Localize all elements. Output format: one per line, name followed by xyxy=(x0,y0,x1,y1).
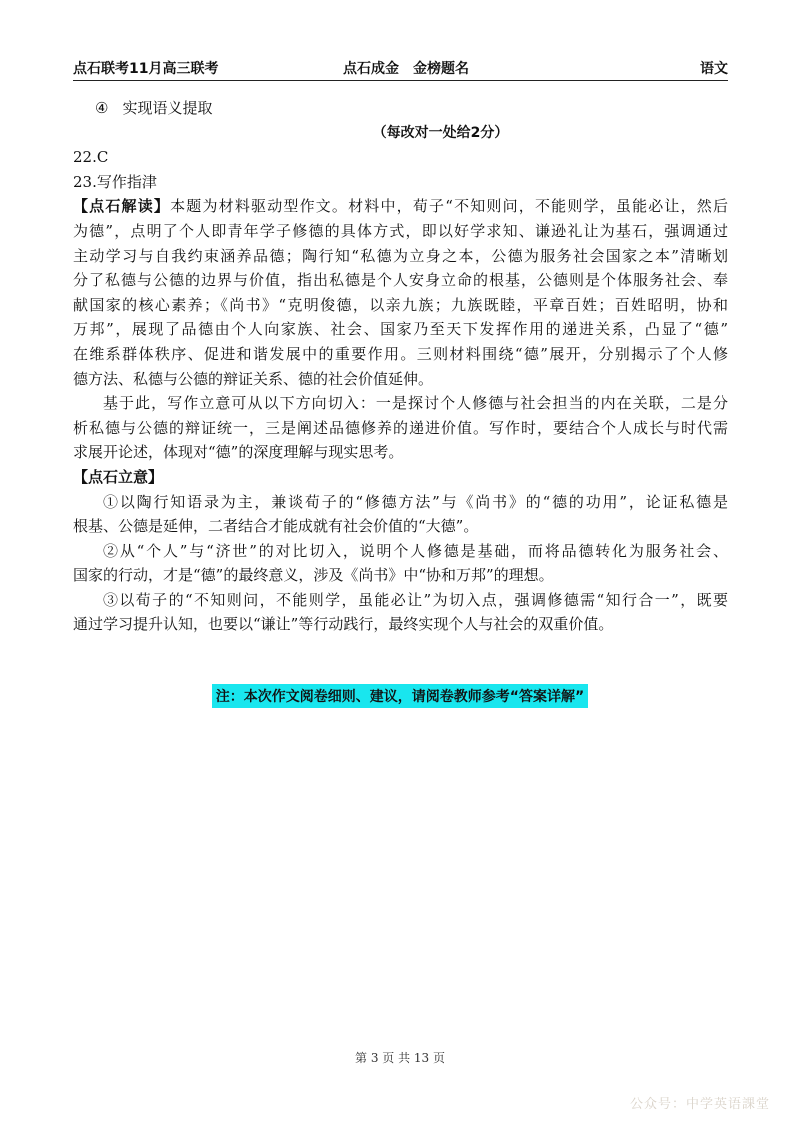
page-header xyxy=(73,54,728,81)
angle-line: 析私德与公德的辩证统一，三是阐述品德修养的递进价值。写作时，要结合个人成长与时代需 xyxy=(73,418,728,437)
interpretation-label: 【点石解读】 xyxy=(73,197,171,216)
angle-line: 基于此，写作立意可从以下方向切入：一是探讨个人修德与社会担当的内在关联，二是分 xyxy=(103,394,728,413)
header-motto: 点石成金 金榜题名 xyxy=(343,61,469,77)
grading-note: 注：本次作文阅卷细则、建议，请阅卷教师参考“答案详解” xyxy=(212,684,588,708)
page-content xyxy=(73,96,728,637)
idea-item xyxy=(73,539,728,588)
idea-line: 通过学习提升认知，也要以“谦让”等行动践行，最终实现个人与社会的双重价值。 xyxy=(73,615,614,634)
interpretation-line: 万邦”，展现了品德由个人向家族、社会、国家乃至天下发挥作用的递进关系，凸显了“德” xyxy=(73,320,728,339)
idea-line: ③以荀子的“不知则问，不能则学，虽能必让”为切入点，强调修德需“知行合一”，既要 xyxy=(103,590,728,609)
interpretation-section xyxy=(73,194,728,391)
item-text: 实现语义提取 xyxy=(122,99,213,117)
idea-line: ②从“个人”与“济世”的对比切入，说明个人修德是基础，而将品德转化为服务社会、 xyxy=(103,541,728,560)
answer-22: 22.C xyxy=(73,148,109,167)
page-number: 第 3 页 共 13 页 xyxy=(355,1051,445,1065)
interpretation-line: 献国家的核心素养；《尚书》“克明俊德，以亲九族；九族既睦，平章百姓；百姓昭明，协和 xyxy=(73,295,728,314)
subject-name: 语文 xyxy=(700,61,728,77)
angle-line: 求展开论述，体现对“德”的深度理解与现实思考。 xyxy=(73,443,404,462)
ideas-label: 【点石立意】 xyxy=(73,467,164,486)
interpretation-line: 在维系群体秩序、促进和谐发展中的重要作用。三则材料围绕“德”展开，分别揭示了个人修 xyxy=(73,344,728,363)
idea-line: ①以陶行知语录为主，兼谈荀子的“修德方法”与《尚书》的“德的功用”，论证私德是 xyxy=(103,492,728,511)
idea-line: 国家的行动，才是“德”的最终意义，涉及《尚书》中“协和万邦”的理想。 xyxy=(73,566,554,585)
idea-item xyxy=(73,588,728,637)
exam-name: 点石联考11月高三联考 xyxy=(73,61,219,77)
answer-23-title: 23.写作指津 xyxy=(73,172,157,191)
idea-line: 根基、公德是延伸，二者结合才能成就有社会价值的“大德”。 xyxy=(73,517,479,536)
idea-item xyxy=(73,490,728,539)
interpretation-line: 分了私德与公德的边界与价值，指出私德是个人安身立命的根基，公德则是个体服务社会、奉 xyxy=(73,271,728,290)
interpretation-line: 主动学习与自我约束涵养品德；陶行知“私德为立身之本，公德为服务社会国家之本”清晰划 xyxy=(73,246,728,265)
watermark: 公众号：中学英语課堂 xyxy=(629,1097,770,1112)
angle-section xyxy=(73,391,728,465)
item-number: ④ xyxy=(95,99,109,117)
score-note: （每改对一处给2分） xyxy=(372,124,509,141)
interpretation-line: 【点石解读】本题为材料驱动型作文。材料中，荀子“不知则问，不能则学，虽能必让，然后 xyxy=(73,197,728,216)
note-wrapper xyxy=(0,684,800,708)
answer-item-4 xyxy=(73,96,728,121)
interpretation-line: 德方法、私德与公德的辩证关系、德的社会价值延伸。 xyxy=(73,369,434,388)
interpretation-line: 为德”，点明了个人即青年学子修德的具体方式，即以好学求知、谦逊礼让为基石，强调通过 xyxy=(73,221,728,240)
